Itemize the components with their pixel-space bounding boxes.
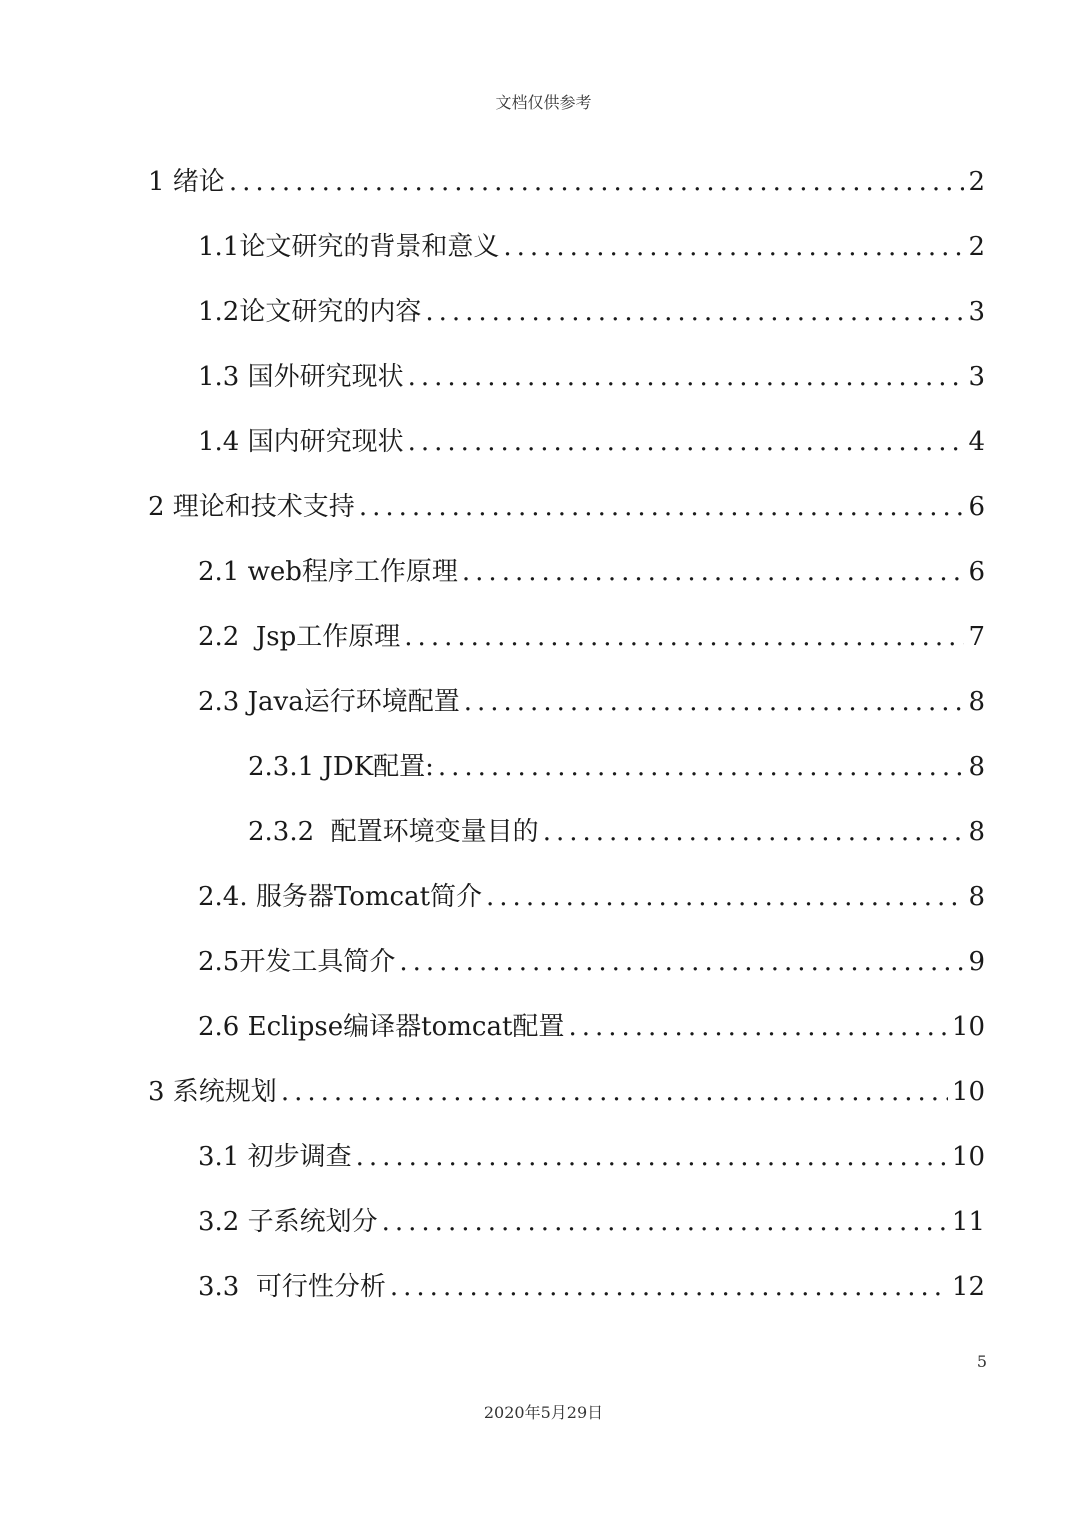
toc-dot-leader bbox=[404, 617, 964, 657]
toc-entry[interactable] bbox=[198, 1007, 985, 1047]
toc-entry-page: 10 bbox=[951, 1142, 985, 1172]
toc-dot-leader bbox=[568, 1007, 947, 1047]
toc-dot-leader bbox=[399, 942, 964, 982]
toc-entry-title: 2.5开发工具简介 bbox=[198, 947, 396, 977]
document-header: 文档仅供参考 bbox=[495, 93, 592, 112]
page-number: 5 bbox=[976, 1352, 987, 1371]
toc-dot-leader bbox=[462, 552, 965, 592]
toc-entry-title: 3.2 子系统划分 bbox=[198, 1207, 378, 1237]
toc-dot-leader bbox=[356, 1137, 948, 1177]
toc-entry[interactable] bbox=[198, 877, 985, 917]
toc-entry[interactable] bbox=[198, 227, 985, 267]
toc-entry-title: 2.2 Jsp工作原理 bbox=[198, 622, 401, 652]
toc-entry-page: 8 bbox=[968, 752, 985, 782]
toc-entry-page: 2 bbox=[968, 167, 985, 197]
toc-entry-title: 2.6 Eclipse编译器tomcat配置 bbox=[198, 1012, 565, 1042]
toc-dot-leader bbox=[438, 747, 965, 787]
toc-dot-leader bbox=[464, 682, 965, 722]
footer-date: 2020年5月29日 bbox=[483, 1403, 604, 1422]
toc-entry[interactable] bbox=[198, 1267, 985, 1307]
toc-entry-page: 3 bbox=[968, 362, 985, 392]
toc-entry[interactable] bbox=[248, 747, 985, 787]
toc-entry-page: 9 bbox=[968, 947, 985, 977]
toc-entry-title: 2 理论和技术支持 bbox=[148, 492, 355, 522]
toc-dot-leader bbox=[359, 487, 965, 527]
toc-entry-page: 4 bbox=[968, 427, 985, 457]
toc-entry-page: 2 bbox=[968, 232, 985, 262]
toc-entry[interactable] bbox=[198, 292, 985, 332]
toc-entry-title: 1.3 国外研究现状 bbox=[198, 362, 404, 392]
toc-entry[interactable] bbox=[198, 682, 985, 722]
toc-entry-page: 10 bbox=[951, 1077, 985, 1107]
toc-dot-leader bbox=[390, 1267, 948, 1307]
toc-entry-page: 8 bbox=[968, 882, 985, 912]
toc-entry-page: 11 bbox=[951, 1207, 985, 1237]
toc-entry-title: 1 绪论 bbox=[148, 167, 225, 197]
toc-dot-leader bbox=[425, 292, 964, 332]
toc-entry-title: 2.3.1 JDK配置: bbox=[248, 752, 434, 782]
toc-entry[interactable] bbox=[148, 1072, 985, 1112]
toc-entry[interactable] bbox=[198, 552, 985, 592]
toc-dot-leader bbox=[382, 1202, 948, 1242]
toc-entry[interactable] bbox=[198, 942, 985, 982]
toc-entry[interactable] bbox=[198, 617, 985, 657]
toc-entry-title: 2.1 web程序工作原理 bbox=[198, 557, 458, 587]
toc-entry-page: 6 bbox=[968, 492, 985, 522]
toc-entry-title: 3 系统规划 bbox=[148, 1077, 277, 1107]
toc-entry-title: 1.1论文研究的背景和意义 bbox=[198, 232, 500, 262]
toc-entry-page: 8 bbox=[968, 687, 985, 717]
toc-entry-title: 2.3.2 配置环境变量目的 bbox=[248, 817, 539, 847]
toc-entry[interactable] bbox=[248, 812, 985, 852]
toc-entry-title: 1.2论文研究的内容 bbox=[198, 297, 422, 327]
toc-entry[interactable] bbox=[148, 162, 985, 202]
toc-entry[interactable] bbox=[198, 1137, 985, 1177]
toc-dot-leader bbox=[408, 422, 965, 462]
toc-entry-page: 3 bbox=[968, 297, 985, 327]
toc-dot-leader bbox=[503, 227, 964, 267]
toc-dot-leader bbox=[281, 1072, 948, 1112]
toc-dot-leader bbox=[408, 357, 965, 397]
toc-entry-title: 2.4. 服务器Tomcat简介 bbox=[198, 882, 483, 912]
toc-entry[interactable] bbox=[198, 422, 985, 462]
toc-entry[interactable] bbox=[198, 1202, 985, 1242]
toc-entry-page: 12 bbox=[951, 1272, 985, 1302]
toc-entry-page: 6 bbox=[968, 557, 985, 587]
toc-entry-title: 3.3 可行性分析 bbox=[198, 1272, 386, 1302]
toc-entry-page: 8 bbox=[968, 817, 985, 847]
toc-entry[interactable] bbox=[198, 357, 985, 397]
toc-entry-title: 3.1 初步调查 bbox=[198, 1142, 352, 1172]
toc-entry-title: 2.3 Java运行环境配置 bbox=[198, 687, 460, 717]
toc-entry[interactable] bbox=[148, 487, 985, 527]
toc-dot-leader bbox=[486, 877, 964, 917]
toc-entry-page: 7 bbox=[968, 622, 985, 652]
toc-dot-leader bbox=[543, 812, 965, 852]
toc-dot-leader bbox=[229, 162, 965, 202]
toc-entry-title: 1.4 国内研究现状 bbox=[198, 427, 404, 457]
toc-entry-page: 10 bbox=[951, 1012, 985, 1042]
